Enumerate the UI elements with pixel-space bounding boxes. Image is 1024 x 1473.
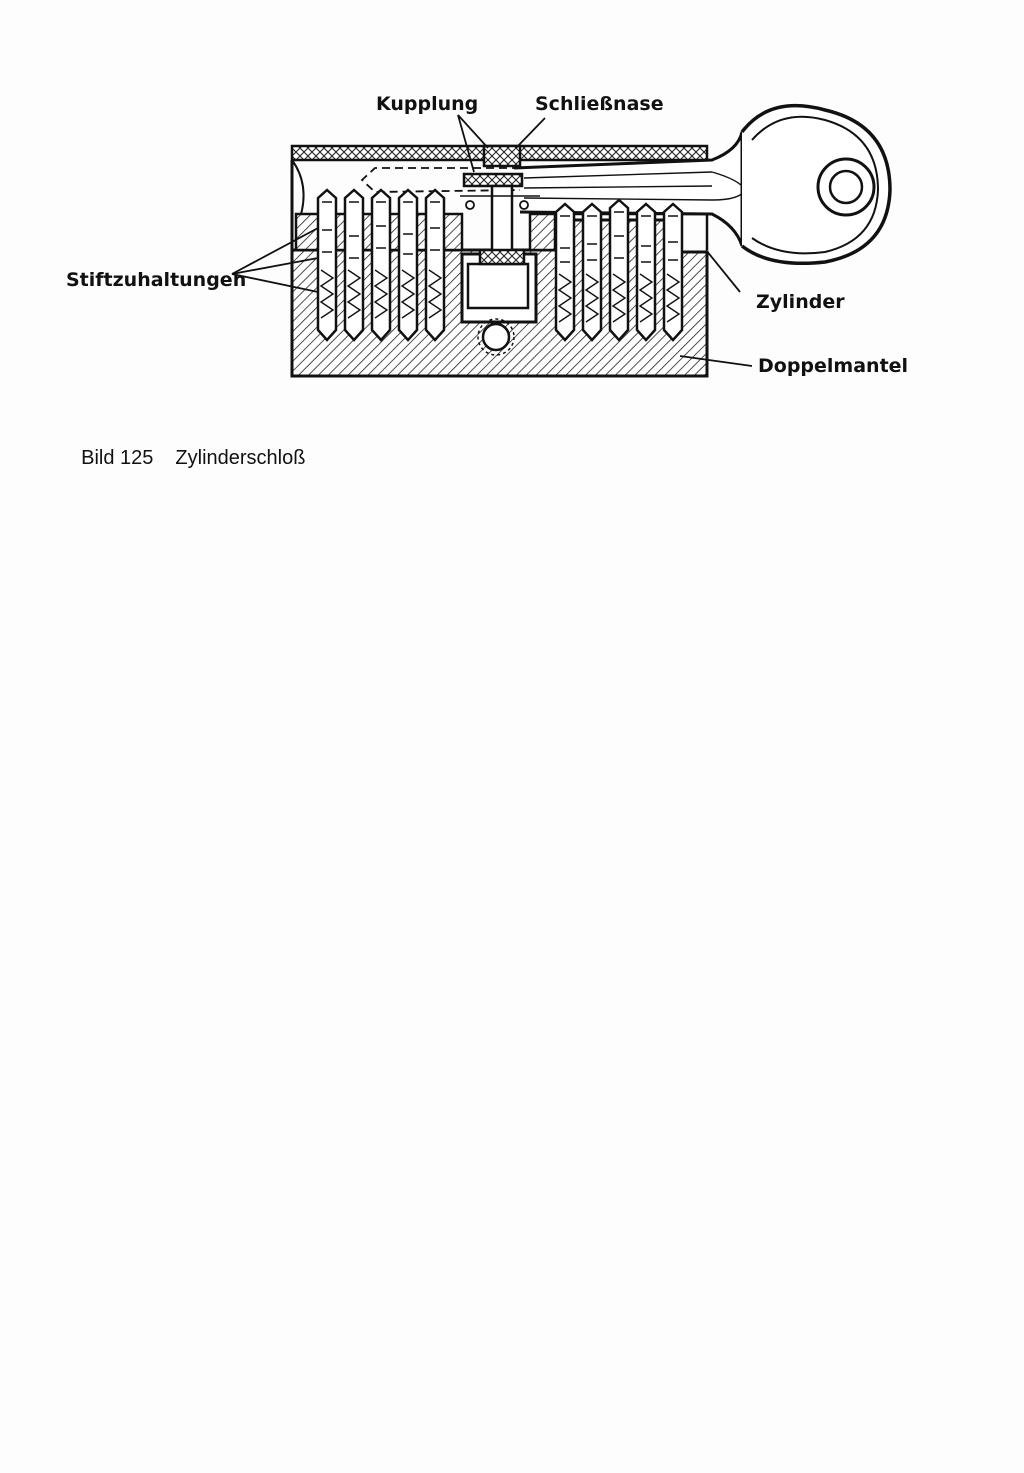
- pin-stacks-right: [556, 200, 682, 340]
- pin-stack: [583, 204, 601, 340]
- label-stiftzuhaltungen: Stiftzuhaltungen: [66, 269, 247, 291]
- pin-stack: [556, 204, 574, 340]
- pin-stack: [426, 190, 444, 340]
- pin-stack: [399, 190, 417, 340]
- label-doppelmantel: Doppelmantel: [758, 355, 909, 377]
- pin-stack: [664, 204, 682, 340]
- pin-stack: [345, 190, 363, 340]
- pin-stacks-left: [318, 190, 444, 340]
- figure-title: Zylinderschloß: [175, 447, 306, 469]
- pin-stack: [372, 190, 390, 340]
- pin-stack: [318, 190, 336, 340]
- label-kupplung: Kupplung: [376, 93, 479, 115]
- label-zylinder: Zylinder: [756, 291, 845, 313]
- pin-stack: [610, 200, 628, 340]
- label-schliessnase: Schließnase: [535, 93, 664, 115]
- figure-caption: [70, 424, 305, 470]
- figure-number: Bild 125: [81, 447, 154, 469]
- cylinder-lock-diagram: [0, 0, 1024, 480]
- pin-stack: [637, 204, 655, 340]
